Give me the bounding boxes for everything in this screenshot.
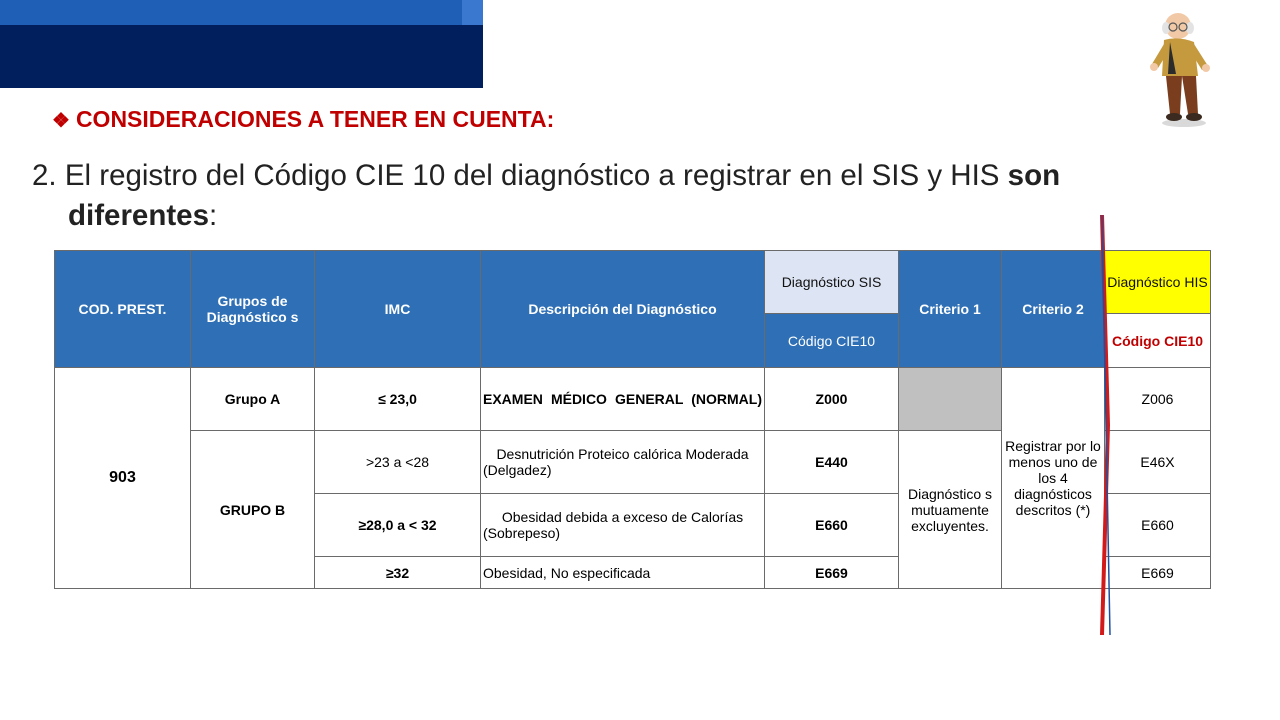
cod-prest-cell: 903 xyxy=(55,368,191,589)
header-descripcion: Descripción del Diagnóstico xyxy=(481,251,765,368)
header-grupos: Grupos de Diagnóstico s xyxy=(191,251,315,368)
main-paragraph xyxy=(32,156,1212,236)
header-codigo-his: Código CIE10 xyxy=(1105,314,1211,368)
description-cell: Obesidad, No especificada xyxy=(481,557,765,589)
header-banner xyxy=(0,0,483,88)
section-title: CONSIDERACIONES A TENER EN CUENTA: xyxy=(75,106,555,132)
section-heading xyxy=(52,106,554,133)
description-cell: Obesidad debida a exceso de Calorías (Sobrepeso) xyxy=(481,494,765,557)
red-divider-line xyxy=(1096,215,1114,635)
sis-code-cell: Z000 xyxy=(765,368,899,431)
banner-stripe xyxy=(0,0,475,25)
criterio-1-empty-cell xyxy=(899,368,1002,431)
header-codigo-sis: Código CIE10 xyxy=(765,314,899,368)
his-code-cell: E669 xyxy=(1105,557,1211,589)
old-man-illustration xyxy=(1138,10,1230,128)
header-criterio-2: Criterio 2 xyxy=(1002,251,1105,368)
his-code-cell: E46X xyxy=(1105,431,1211,494)
criterio-2-cell: Registrar por lo menos uno de los 4 diagnósticos descritos (*) xyxy=(1002,368,1105,589)
banner-main xyxy=(0,25,483,88)
imc-cell: ≥32 xyxy=(315,557,481,589)
criterio-1-cell: Diagnóstico s mutuamente excluyentes. xyxy=(899,431,1002,589)
imc-cell: ≤ 23,0 xyxy=(315,368,481,431)
header-diag-sis: Diagnóstico SIS xyxy=(765,251,899,314)
group-a-cell: Grupo A xyxy=(191,368,315,431)
sis-code-cell: E440 xyxy=(765,431,899,494)
his-code-cell: Z006 xyxy=(1105,368,1211,431)
diamond-bullet-icon: ❖ xyxy=(52,110,70,132)
paragraph-end: : xyxy=(209,199,218,232)
header-criterio-1: Criterio 1 xyxy=(899,251,1002,368)
group-b-cell: GRUPO B xyxy=(191,431,315,589)
header-cod-prest: COD. PREST. xyxy=(55,251,191,368)
paragraph-bold-son: son xyxy=(1007,159,1061,192)
sis-code-cell: E669 xyxy=(765,557,899,589)
banner-tail xyxy=(462,0,483,25)
imc-cell: ≥28,0 a < 32 xyxy=(315,494,481,557)
sis-code-cell: E660 xyxy=(765,494,899,557)
header-diag-his: Diagnóstico HIS xyxy=(1105,251,1211,314)
description-cell: Desnutrición Proteico calórica Moderada (Delgadez) xyxy=(481,431,765,494)
his-code-cell: E660 xyxy=(1105,494,1211,557)
diagnosis-table xyxy=(54,250,1211,589)
paragraph-text: El registro del Código CIE 10 del diagnóstico a registrar en el SIS y HIS xyxy=(64,159,1008,192)
paragraph-bold-diferentes: diferentes xyxy=(68,199,209,232)
table-row xyxy=(55,368,1211,431)
description-cell: EXAMEN MÉDICO GENERAL (NORMAL) xyxy=(481,368,765,431)
header-imc: IMC xyxy=(315,251,481,368)
item-number: 2. xyxy=(32,159,57,192)
imc-cell: >23 a <28 xyxy=(315,431,481,494)
